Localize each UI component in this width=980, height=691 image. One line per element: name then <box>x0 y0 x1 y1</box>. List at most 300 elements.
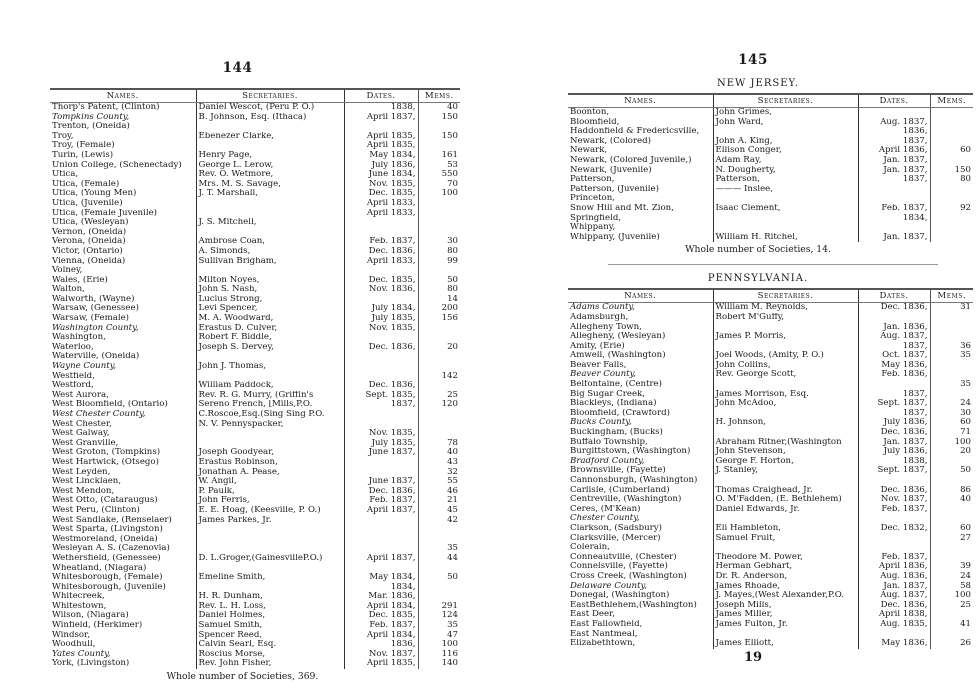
society-name: Patterson, (Juvenile) <box>570 184 659 194</box>
member-count: 46 <box>418 487 460 497</box>
table-row <box>50 621 460 631</box>
secretary-name: E. E. Hoag, (Keesville, P. O.) <box>196 506 344 516</box>
society-name: West Sparta, (Livingston) <box>52 525 163 535</box>
secretary-name: John Ward, <box>713 118 858 128</box>
society-name: Wesleyan A. S. (Cazenovia) <box>52 544 170 554</box>
secretary-name: George L. Lerow, <box>196 161 344 171</box>
society-name: Clarksville, (Mercer) <box>570 533 661 543</box>
member-count: 71 <box>930 428 973 438</box>
header-secretaries: Secretaries. <box>713 94 858 108</box>
secretary-name: Robert M'Guffy, <box>713 313 858 323</box>
date-established <box>858 313 930 323</box>
society-name: East Nantmeal, <box>570 629 638 639</box>
date-established: Dec. 1835, <box>344 189 418 199</box>
table-row <box>50 199 460 209</box>
secretary-name: Patterson, <box>713 175 858 185</box>
secretary-name: N. V. Pennyspacker, <box>196 420 344 430</box>
date-established <box>858 543 930 553</box>
member-count: 92 <box>930 204 973 214</box>
secretary-name: M. A. Woodward, <box>196 314 344 324</box>
date-established: July 1836, <box>858 418 930 428</box>
society-name: Whitecreek, <box>52 592 105 602</box>
secretary-name: Ebenezer Clarke, <box>196 132 344 142</box>
member-count <box>930 630 973 640</box>
society-name: Whitestown, <box>52 601 107 611</box>
society-name: West Galway, <box>52 429 110 439</box>
table-row <box>568 332 973 342</box>
society-name: Troy, (Female) <box>52 141 115 151</box>
table-row <box>50 257 460 267</box>
secretary-name: Lucius Strong, <box>196 295 344 305</box>
page-number: 145 <box>738 52 768 68</box>
secretary-name <box>713 514 858 524</box>
table-row <box>50 352 460 362</box>
member-count <box>418 381 460 391</box>
member-count: 550 <box>418 170 460 180</box>
table-row <box>568 630 973 640</box>
secretary-name: James Miller, <box>713 610 858 620</box>
society-name: Troy, <box>52 131 74 141</box>
table-row <box>50 631 460 641</box>
secretary-name <box>196 544 344 554</box>
date-established: April 1833, <box>344 257 418 267</box>
secretary-name: John Grimes, <box>713 108 858 118</box>
date-established <box>344 228 418 238</box>
table-row <box>568 342 973 352</box>
secretary-name: James Parkes, Jr. <box>196 516 344 526</box>
left-page <box>50 60 465 683</box>
date-established: April 1837, <box>344 113 418 123</box>
society-name: Carlisle, (Cumberland) <box>570 485 670 495</box>
society-name: Beaver County, <box>570 370 637 380</box>
society-name: West Lincklaen, <box>52 477 122 487</box>
secretary-name <box>196 122 344 132</box>
table-row <box>50 209 460 219</box>
table-row <box>50 304 460 314</box>
table-row <box>50 477 460 487</box>
date-established: Aug. 1835, <box>858 620 930 630</box>
table-row <box>50 659 460 669</box>
table-row <box>568 418 973 428</box>
date-established: July 1835, <box>344 314 418 324</box>
date-established: Dec. 1836, <box>858 601 930 611</box>
table-row <box>568 223 973 233</box>
secretary-name: J. Mayes,(West Alexander,P.O. <box>713 591 858 601</box>
table-row <box>50 506 460 516</box>
secretary-name <box>713 409 858 419</box>
secretary-name: Herman Gebhart, <box>713 562 858 572</box>
society-name: Centreville, (Washington) <box>570 495 682 505</box>
date-established: Aug. 1837, <box>858 332 930 342</box>
member-count: 24 <box>930 572 973 582</box>
date-established: April 1836, <box>858 146 930 156</box>
member-count <box>418 420 460 430</box>
date-established: Mar. 1836, <box>344 592 418 602</box>
date-established: Dec. 1836, <box>858 428 930 438</box>
table-row <box>50 429 460 439</box>
state-title-new-jersey: NEW JERSEY. <box>717 78 799 89</box>
secretary-name: H. R. Dunham, <box>196 592 344 602</box>
table-row <box>50 564 460 574</box>
member-count: 99 <box>418 257 460 267</box>
member-count <box>930 233 973 243</box>
table-row <box>568 351 973 361</box>
society-name: Woodhull, <box>52 640 96 650</box>
secretary-name: N. Dougherty, <box>713 166 858 176</box>
society-name: Vernon, (Oneida) <box>52 227 127 237</box>
date-established <box>344 352 418 362</box>
secretary-name: Sullivan Brigham, <box>196 257 344 267</box>
table-row <box>568 447 973 457</box>
secretary-name: Joel Woods, (Amity, P. O.) <box>713 351 858 361</box>
table-header-row <box>568 289 973 303</box>
member-count <box>930 108 973 118</box>
society-name: West Peru, (Clinton) <box>52 505 140 515</box>
member-count <box>930 610 973 620</box>
society-name: Connelsville, (Fayette) <box>570 562 668 572</box>
date-established <box>344 564 418 574</box>
date-established: Feb. 1837, <box>858 505 930 515</box>
secretary-name <box>196 141 344 151</box>
table-row <box>568 137 973 147</box>
society-name: Whitesborough, (Juvenile) <box>52 582 166 592</box>
member-count <box>930 505 973 515</box>
society-name: Utica, (Young Men) <box>52 189 137 199</box>
member-count <box>930 332 973 342</box>
secretary-name <box>713 380 858 390</box>
society-name: Haddonfield & Fredericsville, <box>570 127 700 137</box>
secretary-name: Ambrose Coan, <box>196 237 344 247</box>
secretary-name: William H. Ritchel, <box>713 233 858 243</box>
date-established <box>344 295 418 305</box>
secretary-name: Sereno French, [Mills,P.O. <box>196 400 344 410</box>
member-count: 26 <box>930 639 973 649</box>
secretary-name: Rev. George Scott, <box>713 370 858 380</box>
society-name: East Deer, <box>570 610 615 620</box>
secretary-name: John Stevenson, <box>713 447 858 457</box>
secretary-name: Rev. John Fisher, <box>196 659 344 669</box>
member-count: 21 <box>418 496 460 506</box>
secretary-name: Spencer Reed, <box>196 631 344 641</box>
secretary-name: James P. Morris, <box>713 332 858 342</box>
table-row <box>50 324 460 334</box>
table-row <box>568 313 973 323</box>
table-row <box>568 409 973 419</box>
secretary-name: Roscius Morse, <box>196 650 344 660</box>
member-count: 60 <box>930 146 973 156</box>
society-name: Boonton, <box>570 107 610 117</box>
date-established <box>858 223 930 233</box>
society-name: West Aurora, <box>52 390 109 400</box>
society-name: Whippany, (Juvenile) <box>570 232 660 242</box>
secretary-name: Henry Page, <box>196 151 344 161</box>
secretary-name: Thomas Craighead, Jr. <box>713 486 858 496</box>
member-count: 44 <box>418 554 460 564</box>
secretary-name <box>713 194 858 204</box>
table-row <box>50 295 460 305</box>
table-row <box>568 370 973 380</box>
table-row <box>50 487 460 497</box>
date-established: July 1836, <box>858 447 930 457</box>
society-name: Thorp's Patent, (Clinton) <box>52 102 160 112</box>
member-count: 200 <box>418 304 460 314</box>
table-row <box>568 303 973 313</box>
table-row <box>568 466 973 476</box>
date-established <box>858 185 930 195</box>
society-name: Burgittstown, (Washington) <box>570 447 691 457</box>
date-established: 1837, <box>858 137 930 147</box>
member-count: 150 <box>930 166 973 176</box>
society-name: Ceres, (M'Kean) <box>570 504 641 514</box>
date-established: Feb. 1837, <box>858 553 930 563</box>
member-count: 80 <box>418 285 460 295</box>
society-name: Adams County, <box>570 302 635 313</box>
date-established <box>344 516 418 526</box>
secretary-name: Rev. R. G. Murry, (Griffin's <box>196 391 344 401</box>
secretary-name <box>196 525 344 535</box>
member-count: 58 <box>930 582 973 592</box>
table-header-row <box>568 94 973 108</box>
member-count <box>930 313 973 323</box>
secretary-name <box>713 223 858 233</box>
table-row <box>50 611 460 621</box>
header-dates: Dates. <box>344 89 418 103</box>
date-established: April 1833, <box>344 209 418 219</box>
society-name: Westmoreland, (Oneida) <box>52 534 158 544</box>
signature-mark: 19 <box>743 649 763 665</box>
table-row <box>568 486 973 496</box>
society-name: Cross Creek, (Washington) <box>570 571 687 581</box>
society-name: West Groton, (Tompkins) <box>52 448 161 458</box>
table-row <box>50 458 460 468</box>
date-established: 1838, <box>344 103 418 113</box>
societies-table <box>50 88 460 669</box>
date-established: Nov. 1835, <box>344 429 418 439</box>
society-name: Walworth, (Wayne) <box>52 294 135 304</box>
secretary-name: William Paddock, <box>196 381 344 391</box>
table-row <box>50 343 460 353</box>
summary-total: Whole number of Societies, 369. <box>166 671 319 683</box>
member-count <box>930 390 973 400</box>
table-row <box>50 161 460 171</box>
date-established <box>344 420 418 430</box>
society-name: Blackleys, (Indiana) <box>570 399 657 409</box>
table-row <box>50 602 460 612</box>
date-established: Jan. 1837, <box>858 438 930 448</box>
date-established <box>344 544 418 554</box>
member-count: 116 <box>418 650 460 660</box>
table-row <box>568 610 973 620</box>
table-row <box>568 108 973 118</box>
member-count <box>930 476 973 486</box>
society-name: Waterville, (Oneida) <box>52 352 140 362</box>
date-established <box>344 525 418 535</box>
date-established: Sept. 1837, <box>858 466 930 476</box>
table-row <box>568 185 973 195</box>
date-established: 1837, <box>858 175 930 185</box>
member-count: 100 <box>418 189 460 199</box>
society-name: Whippany, <box>570 223 616 233</box>
table-row <box>568 204 973 214</box>
date-established <box>344 333 418 343</box>
date-established <box>344 468 418 478</box>
date-established: April 1837, <box>344 554 418 564</box>
secretary-name: Samuel Smith, <box>196 621 344 631</box>
table-row <box>568 438 973 448</box>
secretary-name: Daniel Holmes, <box>196 611 344 621</box>
society-name: Verona, (Oneida) <box>52 237 126 247</box>
member-count <box>930 514 973 524</box>
new-jersey-table <box>568 93 973 242</box>
table-row <box>50 439 460 449</box>
member-count: 14 <box>418 295 460 305</box>
table-row <box>50 266 460 276</box>
table-row <box>568 543 973 553</box>
date-established: Nov. 1837, <box>858 495 930 505</box>
member-count <box>930 457 973 467</box>
state-title-pennsylvania: PENNSYLVANIA. <box>707 273 809 285</box>
table-row <box>568 156 973 166</box>
member-count <box>418 209 460 219</box>
society-name: Clarkson, (Sadsbury) <box>570 523 662 533</box>
member-count: 60 <box>930 418 973 428</box>
member-count: 80 <box>930 175 973 185</box>
date-established: April 1834, <box>344 631 418 641</box>
table-row <box>568 323 973 333</box>
secretary-name <box>713 342 858 352</box>
secretary-name: J. T. Marshall, <box>196 189 344 199</box>
society-name: West Chester County, <box>52 410 146 419</box>
pennsylvania-table <box>568 288 973 648</box>
society-name: Washington County, <box>52 323 139 333</box>
table-row <box>50 650 460 660</box>
table-row <box>50 496 460 506</box>
table-row <box>50 276 460 286</box>
society-name: Cannonsburgh, (Washington) <box>570 476 698 485</box>
secretary-name: Emeline Smith, <box>196 573 344 583</box>
member-count: 78 <box>418 439 460 449</box>
secretary-name: Samuel Fruit, <box>713 534 858 544</box>
table-row <box>568 601 973 611</box>
member-count: 27 <box>930 534 973 544</box>
member-count: 47 <box>418 631 460 641</box>
table-row <box>568 428 973 438</box>
table-row <box>50 554 460 564</box>
society-name: Belfontaine, (Centre) <box>570 380 662 390</box>
table-row <box>50 113 460 123</box>
table-row <box>568 146 973 156</box>
member-count: 39 <box>930 562 973 572</box>
member-count: 35 <box>418 544 460 554</box>
date-established: May 1834, <box>344 151 418 161</box>
society-name: EastBethlehem,(Washington) <box>570 600 697 610</box>
table-row <box>568 572 973 582</box>
secretary-name <box>196 564 344 574</box>
table-row <box>568 361 973 371</box>
secretary-name: Joseph Goodyear, <box>196 448 344 458</box>
table-row <box>568 390 973 400</box>
society-name: Delaware County, <box>570 581 647 591</box>
date-established <box>858 534 930 544</box>
table-row <box>568 233 973 243</box>
header-names: Names. <box>50 89 196 103</box>
member-count: 150 <box>418 132 460 142</box>
member-count: 35 <box>418 621 460 631</box>
date-established: Jan. 1836, <box>858 323 930 333</box>
member-count: 35 <box>930 351 973 361</box>
society-name: Washington, <box>52 333 106 343</box>
member-count <box>418 362 460 372</box>
secretary-name: Abraham Ritner,(Washington <box>713 438 858 448</box>
table-row <box>568 591 973 601</box>
society-name: Buckingham, (Bucks) <box>570 428 663 438</box>
date-established <box>858 194 930 204</box>
date-established: Nov. 1835, <box>344 180 418 190</box>
society-name: Utica, (Juvenile) <box>52 198 123 208</box>
secretary-name <box>713 214 858 224</box>
secretary-name: Rev. O. Wetmore, <box>196 170 344 180</box>
member-count: 161 <box>418 151 460 161</box>
member-count <box>930 223 973 233</box>
table-row <box>568 514 973 524</box>
secretary-name <box>713 127 858 137</box>
header-dates: Dates. <box>858 289 930 303</box>
date-established: 1834, <box>858 214 930 224</box>
date-established: April 1838, <box>858 610 930 620</box>
society-name: Yates County, <box>52 649 111 659</box>
table-row <box>568 495 973 505</box>
secretary-name: Rev. L. H. Loss, <box>196 602 344 612</box>
member-count <box>418 592 460 602</box>
society-name: Amity, (Erie) <box>570 341 625 351</box>
date-established <box>344 372 418 382</box>
society-name: Warsaw, (Genessee) <box>52 304 139 314</box>
secretary-name: Ellison Conger, <box>713 146 858 156</box>
table-row <box>50 237 460 247</box>
society-name: Windsor, <box>52 630 90 640</box>
society-name: Snow Hill and Mt. Zion, <box>570 203 674 213</box>
member-count <box>930 118 973 128</box>
secretary-name <box>196 352 344 362</box>
member-count <box>930 214 973 224</box>
date-established: July 1836, <box>344 161 418 171</box>
member-count: 100 <box>930 591 973 601</box>
member-count: 40 <box>930 495 973 505</box>
society-name: York, (Livingston) <box>52 659 130 669</box>
secretary-name: J. Stanley, <box>713 466 858 476</box>
society-name: Beaver Falls, <box>570 360 627 370</box>
table-row <box>568 534 973 544</box>
table-row <box>568 194 973 204</box>
member-count <box>418 228 460 238</box>
date-established <box>344 122 418 132</box>
member-count <box>418 141 460 151</box>
member-count <box>930 543 973 553</box>
society-name: Utica, (Female) <box>52 179 120 189</box>
member-count: 40 <box>418 448 460 458</box>
member-count <box>930 370 973 380</box>
society-name: Big Sugar Creek, <box>570 389 645 399</box>
table-row <box>50 516 460 526</box>
secretary-name: C.Roscoe,Esq.(Sing Sing P.O. <box>196 410 344 420</box>
date-established: July 1834, <box>344 304 418 314</box>
society-name: West Chester, <box>52 419 112 429</box>
date-established <box>344 362 418 372</box>
header-members: Mems. <box>930 94 973 108</box>
secretary-name <box>713 323 858 333</box>
secretary-name: Erastus D. Culver, <box>196 324 344 334</box>
society-name: West Sandlake, (Renselaer) <box>52 515 172 525</box>
